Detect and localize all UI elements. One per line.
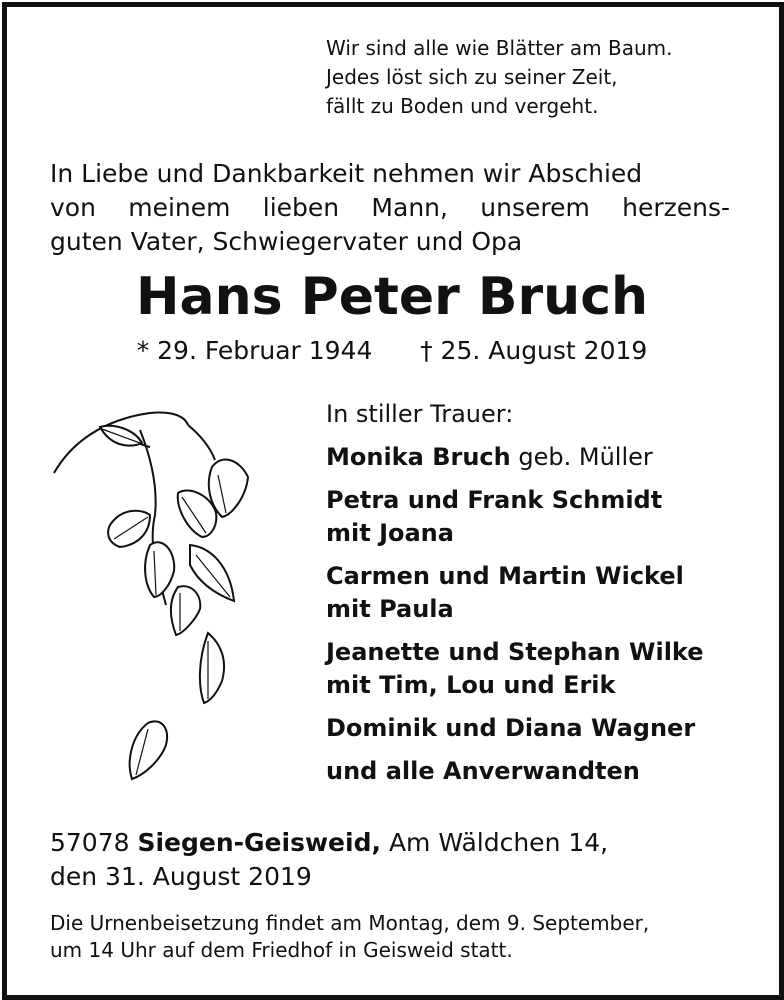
spouse-maiden-name: geb. Müller [510,443,653,471]
death-date: † 25. August 2019 [420,336,648,365]
note-line: um 14 Uhr auf dem Friedhof in Geisweid statt. [50,938,513,962]
life-dates [0,334,784,368]
note-line: Die Urnenbeisetzung findet am Montag, dem 9. September, [50,911,650,935]
street: Am Wäldchen 14, [388,828,609,857]
mourner-spouse [326,441,704,474]
address-line [50,826,608,860]
poem-line: Jedes löst sich zu seiner Zeit, [326,65,618,89]
mourner-relatives: und alle Anverwandten [326,757,640,785]
city: Siegen-Geisweid, [137,828,381,857]
birth-date: * 29. Februar 1944 [136,336,373,365]
spouse-name: Monika Bruch [326,443,511,471]
intro-line: von meinem lieben Mann, unserem herzens- [50,193,730,222]
burial-note [50,910,649,964]
family-names: Jeanette und Stephan Wilke [326,638,704,666]
twig [188,425,215,460]
family-names: Petra und Frank Schmidt [326,486,663,514]
address-block [50,826,608,894]
mourner-family [326,484,704,550]
deceased-name: Hans Peter Bruch [135,267,649,327]
intro-line: In Liebe und Dankbarkeit nehmen wir Abschied [50,159,643,188]
mourners-heading: In stiller Trauer: [326,400,514,428]
mourners-list [326,398,704,788]
leaf-icon [171,586,200,635]
poem [326,34,672,121]
intro-text [50,157,730,259]
mourner-family [326,560,704,626]
poem-line: fällt zu Boden und vergeht. [326,94,599,118]
poem-line: Wir sind alle wie Blätter am Baum. [326,36,673,60]
leaf-icon [130,721,167,779]
mourner-couple: Dominik und Diana Wagner [326,714,696,742]
leaf-icon [145,542,174,597]
family-children: mit Joana [326,519,454,547]
family-children: mit Tim, Lou und Erik [326,671,616,699]
notice-date: den 31. August 2019 [50,862,312,891]
mourner-family [326,636,704,702]
family-names: Carmen und Martin Wickel [326,562,684,590]
leaf-icon [200,633,224,703]
falling-leaves-illustration [50,405,255,785]
family-children: mit Paula [326,595,454,623]
postcode: 57078 [50,828,130,857]
intro-line: guten Vater, Schwiegervater und Opa [50,227,523,256]
